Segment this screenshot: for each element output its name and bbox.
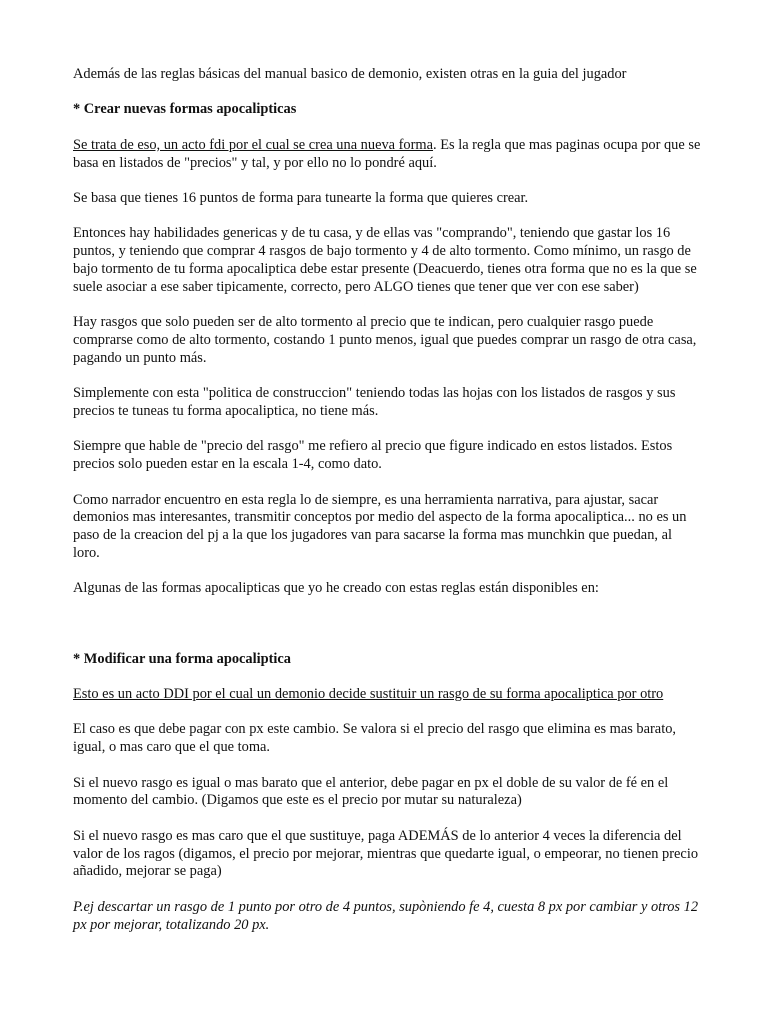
intro-paragraph: Además de las reglas básicas del manual basico de demonio, existen otras en la guia del jugador	[73, 66, 627, 82]
section2-paragraph-1	[73, 686, 701, 704]
section2-underlined-definition: Esto es un acto DDI por el cual un demonio decide sustituir un rasgo de su forma apocaliptica por otro	[73, 686, 664, 703]
section1-paragraph-6: Siempre que hable de "precio del rasgo" me refiero al precio que figure indicado en estos listados. Estos precios solo pueden estar en la escala 1-4, como dato.	[73, 438, 673, 473]
section2-example-paragraph: P.ej descartar un rasgo de 1 punto por otro de 4 puntos, supòniendo fe 4, cuesta 8 px por cambiar y otros 12 px por mejorar, totalizando 20 px.	[73, 898, 699, 933]
section1-paragraph-1-rest: . Es la regla que mas paginas ocupa por que se basa en listados de "precios" y tal, y por ello no lo pondré aquí.	[73, 136, 701, 171]
section1-underlined-definition: Se trata de eso, un acto fdi por el cual se crea una nueva forma	[73, 136, 434, 153]
section2-paragraph-4: Si el nuevo rasgo es mas caro que el que sustituye, paga ADEMÁS de lo anterior 4 veces la diferencia del valor de los ragos (digamos, el precio por mejorar, mientras que quedarte igual, o empeorar, no tienen precio añadido, mejorar se paga)	[73, 827, 699, 880]
section-heading-crear: * Crear nuevas formas apocalipticas	[73, 101, 297, 118]
section1-paragraph-5: Simplemente con esta "politica de construccion" teniendo todas las hojas con los listados de rasgos y sus precios te tuneas tu forma apocaliptica, no tiene más.	[73, 385, 676, 419]
section-heading-modificar: * Modificar una forma apocaliptica	[73, 650, 291, 667]
document-page	[73, 66, 701, 952]
blank-space	[73, 616, 701, 651]
section1-paragraph-3: Entonces hay habilidades genericas y de tu casa, y de ellas vas "comprando", teniendo que gastar los 16 puntos, y teniendo que comprar 4 rasgos de bajo tormento y 4 de alto tormento. Como mínimo, un rasgo de bajo tormento de tu forma apocaliptica debe estar presente (Deacuerdo, tienes otra forma que no es la que se suele asociar a ese saber tipicamente, correcto, pero ALGO tienes que tener que ver con ese saber)	[73, 225, 697, 295]
section1-paragraph-7: Como narrador encuentro en esta regla lo de siempre, es una herramienta narrativa, para ajustar, sacar demonios mas interesantes, transmitir conceptos por medio del aspecto de la forma apocaliptica... no es un paso de la creacion del pj a la que los jugadores van para sacarse la forma mas munchkin que puedan, al loro.	[73, 491, 687, 561]
section1-paragraph-8: Algunas de las formas apocalipticas que yo he creado con estas reglas están disponibles en:	[73, 580, 599, 597]
section2-paragraph-2: El caso es que debe pagar con px este cambio. Se valora si el precio del rasgo que elimina es mas barato, igual, o mas caro que el que toma.	[73, 721, 676, 756]
section2-paragraph-3: Si el nuevo rasgo es igual o mas barato que el anterior, debe pagar en px el doble de su valor de fé en el momento del cambio. (Digamos que este es el precio por mutar su naturaleza)	[73, 774, 669, 809]
section1-paragraph-1	[73, 137, 701, 173]
section1-paragraph-2: Se basa que tienes 16 puntos de forma para tunearte la forma que quieres crear.	[73, 189, 529, 206]
section1-paragraph-4: Hay rasgos que solo pueden ser de alto tormento al precio que te indican, pero cualquier rasgo puede comprarse como de alto tormento, costando 1 punto menos, igual que puedes comprar un rasgo de otra casa, pagando un punto más.	[73, 314, 697, 366]
